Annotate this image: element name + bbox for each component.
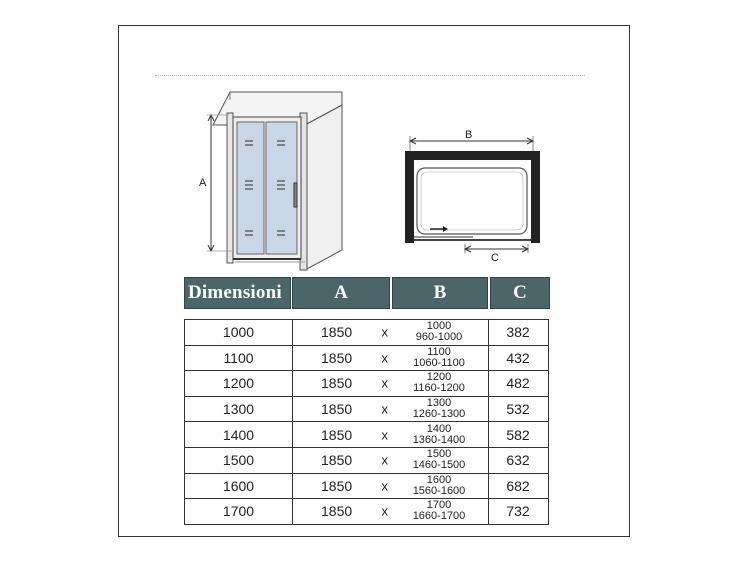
dimension-a-cell: 1850	[293, 473, 391, 499]
dimension-c-label: C	[491, 252, 499, 263]
dimension-b-cell	[381, 396, 489, 422]
header-b: B	[392, 277, 488, 309]
b-range: 1360-1400	[412, 433, 466, 446]
dimension-a-cell: 1850	[293, 447, 391, 473]
dimension-a-cell: 1850	[293, 422, 391, 448]
size-cell: 1100	[185, 345, 293, 371]
times-separator: x	[381, 375, 388, 391]
times-separator: x	[381, 503, 388, 519]
dimension-a-cell: 1850	[293, 499, 391, 525]
times-separator: x	[381, 427, 388, 443]
dimensions-table	[184, 319, 549, 525]
b-range: 1560-1600	[412, 484, 466, 497]
b-range: 1260-1300	[412, 408, 466, 421]
header-c: C	[490, 277, 550, 309]
b-range: 1460-1500	[412, 459, 466, 472]
dimension-c-cell: 532	[488, 396, 548, 422]
dimension-b-cell	[381, 422, 489, 448]
dimension-b-cell	[381, 499, 489, 525]
table-row	[185, 396, 549, 422]
dimension-b-label: B	[465, 129, 473, 141]
dimension-c-cell: 432	[488, 345, 548, 371]
size-cell: 1200	[185, 371, 293, 397]
dimension-c-cell: 632	[488, 447, 548, 473]
b-nominal: 1300	[426, 397, 452, 410]
size-cell: 1000	[185, 320, 293, 346]
dimension-a-cell: 1850	[293, 345, 391, 371]
size-cell: 1500	[185, 447, 293, 473]
dimension-a-label: A	[199, 177, 207, 189]
b-nominal: 1700	[426, 499, 452, 512]
table-row	[185, 447, 549, 473]
header-dimensioni: Dimensioni	[184, 277, 291, 309]
divider-line	[155, 75, 585, 76]
b-range: 1160-1200	[413, 382, 465, 395]
dimension-a-cell: 1850	[293, 371, 391, 397]
table-row	[185, 499, 549, 525]
b-nominal: 1600	[426, 473, 452, 486]
b-range: 1660-1700	[412, 510, 466, 523]
dimension-b-cell	[381, 345, 489, 371]
dimension-b-cell	[381, 473, 489, 499]
header-a: A	[292, 277, 390, 309]
times-separator: x	[381, 350, 388, 366]
shower-door-front-view	[195, 85, 365, 280]
size-cell: 1300	[185, 396, 293, 422]
b-nominal: 1100	[427, 345, 451, 358]
b-nominal: 1500	[426, 448, 452, 461]
times-separator: x	[381, 478, 388, 494]
dimension-c-cell: 382	[488, 320, 548, 346]
table-row	[185, 371, 549, 397]
dimension-c-cell: 682	[488, 473, 548, 499]
times-separator: x	[381, 452, 388, 468]
table-row	[185, 320, 549, 346]
b-nominal: 1200	[426, 371, 452, 384]
shower-plan-view	[395, 123, 545, 263]
dimension-c-cell: 482	[488, 371, 548, 397]
times-separator: x	[381, 401, 388, 417]
b-nominal: 1000	[426, 320, 452, 333]
table-row	[185, 473, 549, 499]
dimension-c-cell: 582	[488, 422, 548, 448]
dimension-a-cell: 1850	[293, 320, 391, 346]
size-cell: 1600	[185, 473, 293, 499]
times-separator: x	[381, 324, 388, 340]
b-nominal: 1400	[426, 422, 452, 435]
size-cell: 1700	[185, 499, 293, 525]
b-range: 1060-1100	[413, 356, 465, 369]
table-row	[185, 345, 549, 371]
dimension-b-cell	[381, 320, 489, 346]
b-range: 960-1000	[415, 331, 463, 344]
dimension-b-cell	[381, 371, 489, 397]
dimension-a-cell: 1850	[293, 396, 391, 422]
dimension-c-cell: 732	[488, 499, 548, 525]
size-cell: 1400	[185, 422, 293, 448]
dimension-b-cell	[381, 447, 489, 473]
table-row	[185, 422, 549, 448]
